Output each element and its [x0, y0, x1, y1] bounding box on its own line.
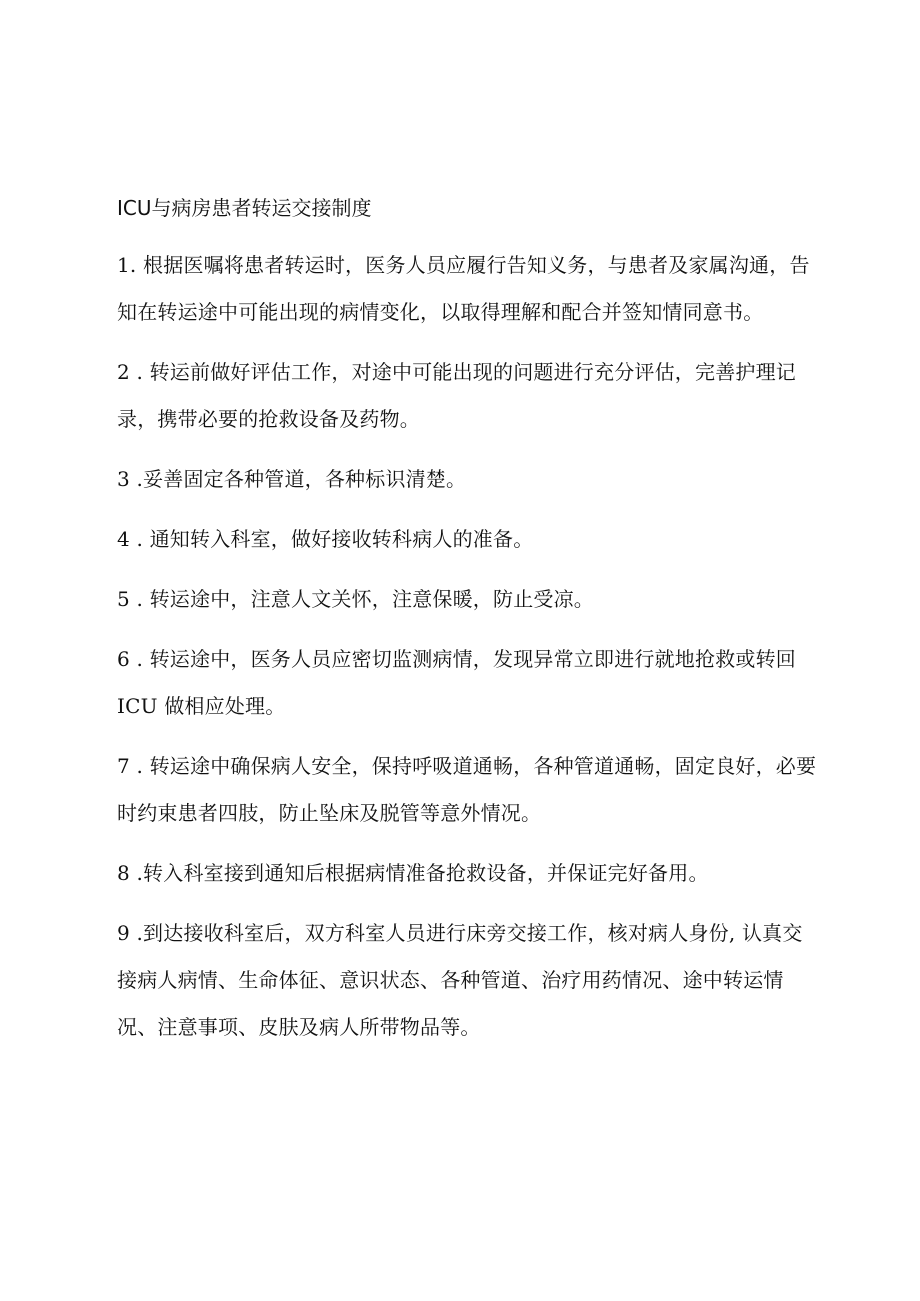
document-title: ICU与病房患者转运交接制度 [117, 196, 372, 220]
rule-list [117, 242, 817, 1064]
rule-item-1: 1. 根据医嘱将患者转运时，医务人员应履行告知义务，与患者及家属沟通，告知在转运途中可能出现的病情变化，以取得理解和配合并签知情同意书。 [117, 253, 810, 324]
rule-item-6: 6 . 转运途中，医务人员应密切监测病情，发现异常立即进行就地抢救或转回 ICU 做相应处理。 [117, 647, 796, 718]
rule-item-5: 5 . 转运途中，注意人文关怀，注意保暖，防止受凉。 [117, 587, 594, 611]
rule-item-7: 7 . 转运途中确保病人安全，保持呼吸道通畅，各种管道通畅，固定良好，必要时约束患者四肢，防止坠床及脱管等意外情况。 [117, 754, 817, 825]
rule-item-3: 3 .妥善固定各种管道，各种标识清楚。 [117, 467, 467, 491]
rule-item-8: 8 .转入科室接到通知后根据病情准备抢救设备，并保证完好备用。 [117, 861, 709, 885]
rule-item-4: 4 . 通知转入科室，做好接收转科病人的准备。 [117, 527, 534, 551]
rule-item-9: 9 .到达接收科室后，双方科室人员进行床旁交接工作，核对病人身份, 认真交接病人病情、生命体征、意识状态、各种管道、治疗用药情况、途中转运情况、注意事项、皮肤及病人所带物品等。 [117, 921, 803, 1039]
rule-item-2: 2 . 转运前做好评估工作，对途中可能出现的问题进行充分评估，完善护理记录，携带必要的抢救设备及药物。 [117, 360, 796, 431]
